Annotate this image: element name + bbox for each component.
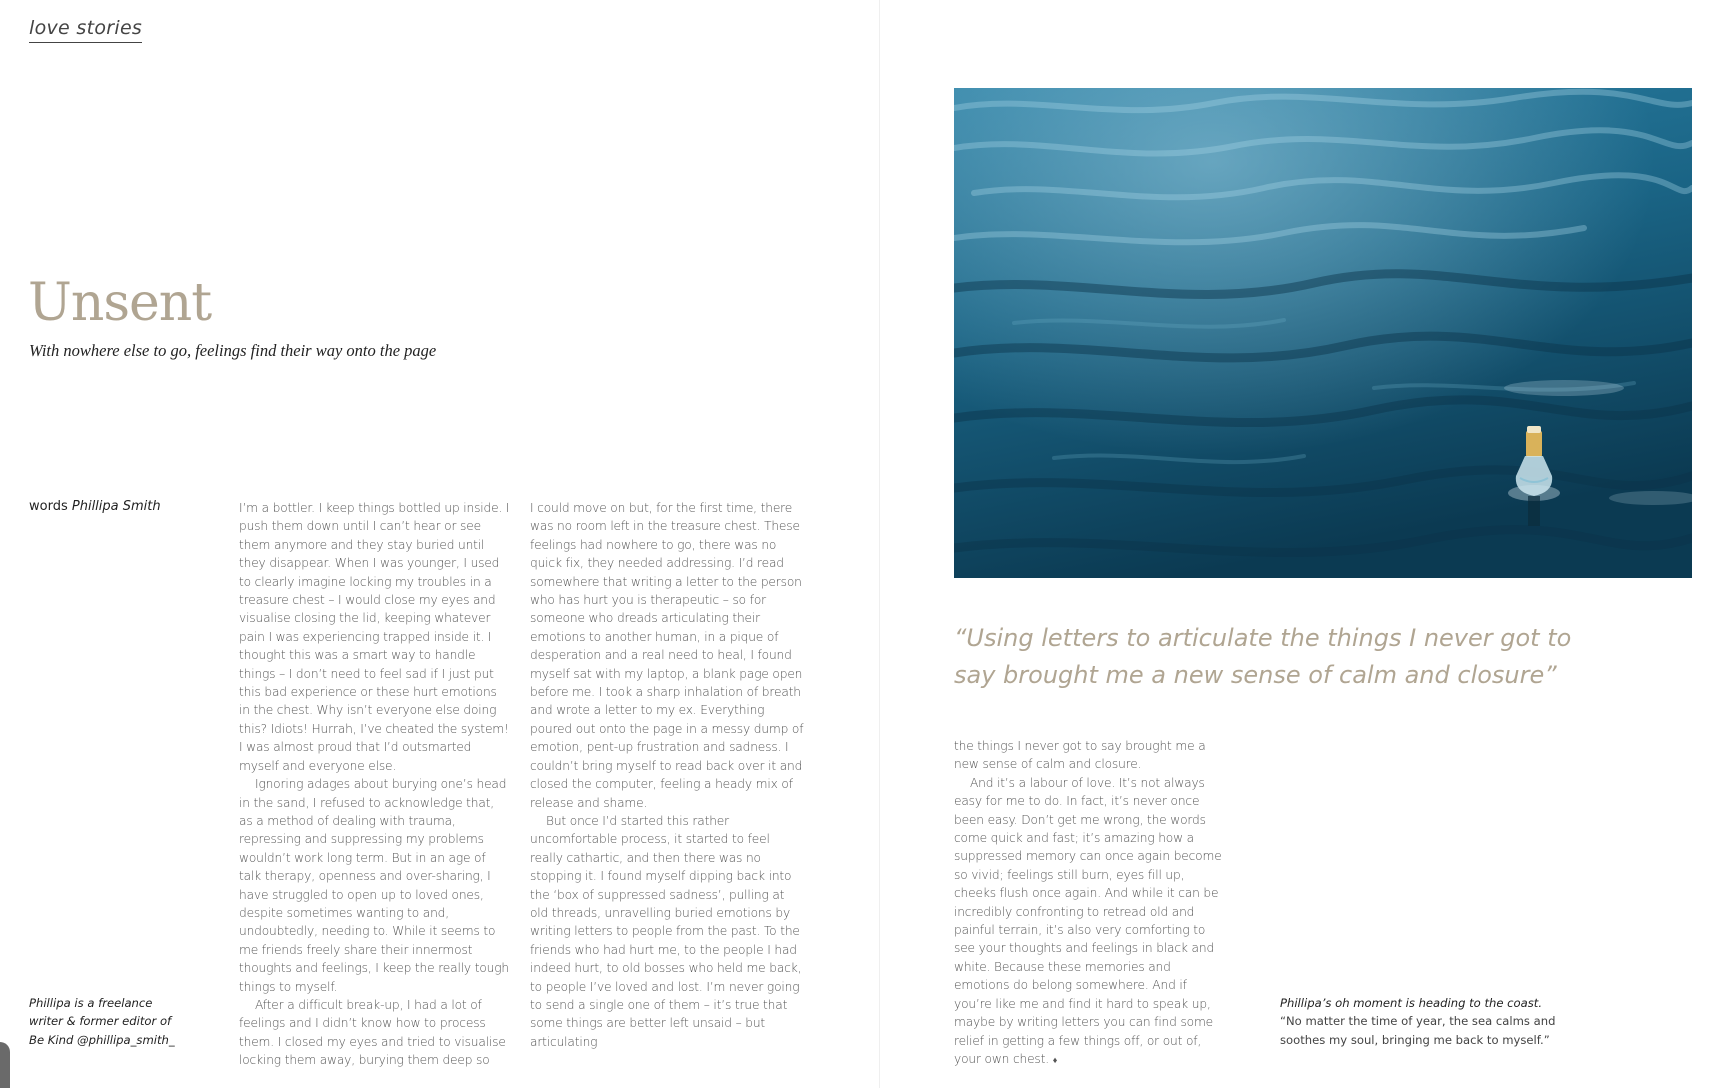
body-column-1 (239, 499, 511, 1070)
body-paragraph: But once I’d started this rather uncomfortable process, it started to feel really cathartic, and then there was no stopping it. I found myself dipping back into the ‘box of suppressed sadness’, pulling at old threads, unravelling buried emotions by writing letters to people from the past. To the friends who had hurt me, to the people I had indeed hurt, to old bosses who held me back, to people I’ve loved and lost. I’m never going to send a single one of them – it’s true that some things are better left unsaid – but articulating (530, 813, 802, 1049)
byline-author: Phillipa Smith (71, 499, 161, 514)
author-bio: Phillipa is a freelance writer & former editor of Be Kind @phillipa_smith_ (29, 996, 175, 1047)
byline-prefix: words (29, 499, 68, 514)
body-column-2 (530, 499, 806, 1051)
body-paragraph: Ignoring adages about burying one’s head in the sand, I refused to acknowledge that, as a method of dealing with trauma, repressing and suppressing my problems wouldn’t work long term. But in an age of talk therapy, openness and over-sharing, I have struggled to open up to loved ones, despite sometimes wanting to and, undoubtedly, needing to. While it seems to me friends freely share their innermost thoughts and feelings, I keep the really tough things to myself. (239, 777, 509, 994)
article-title: Unsent (28, 273, 212, 333)
section-label: love stories (29, 17, 142, 43)
body-paragraph: I could move on but, for the first time, there was no room left in the treasure chest. These feelings had nowhere to go, there was no quick fix, they needed addressing. I’d read somewhere that writing a letter to the person who has hurt you is therapeutic – so for someone who dreads articulating their emotions to another human, in a pique of desperation and a real need to heal, I found myself sat with my laptop, a blank page open before me. I took a sharp inhalation of breath and wrote a letter to my ex. Everything poured out onto the page in a messy dump of emotion, pent-up frustration and sadness. I couldn’t bring myself to read back over it and closed the computer, feeling a heady mix of release and shame. (530, 501, 804, 810)
caption-quote: “No matter the time of year, the sea calms and soothes my soul, bringing me back to myself.” (1280, 1014, 1556, 1047)
sea-bottle-photo (954, 88, 1692, 578)
body-paragraph: I’m a bottler. I keep things bottled up inside. I push them down until I can’t hear or see them anymore and they stay buried until they disappear. When I was younger, I used to clearly imagine locking my troubles in a treasure chest – I would close my eyes and visualise closing the lid, keeping whatever pain I was experiencing trapped inside it. I thought this was a smart way to handle things – I don’t need to feel sad if I just put this bad experience or these hurt emotions in the chest. Why isn’t everyone else doing this? Idiots! Hurrah, I’ve cheated the system! I was almost proud that I’d outsmarted myself and everyone else. (239, 501, 510, 773)
photo-caption (1280, 994, 1580, 1049)
body-paragraph (954, 774, 1228, 1071)
body-paragraph-text: And it’s a labour of love. It’s not always easy for me to do. In fact, it’s never once been easy. Don’t get me wrong, the words come quick and fast; it’s amazing how a suppressed memory can once again become so vivid; feelings still burn, eyes fill up, cheeks flush once again. And while it can be incredibly confronting to retread old and painful terrain, it’s also very comforting to see your thoughts and feelings in black and white. Because these memories and emotions do belong somewhere. And if you’re like me and find it hard to speak up, maybe by writing letters you can find some relief in getting a few things off, or out of, your own chest. (954, 775, 1222, 1066)
article-standfirst: With nowhere else to go, feelings find their way onto the page (29, 341, 437, 360)
page-edge-tab (0, 1042, 10, 1088)
sea-photo-illustration (954, 88, 1692, 578)
body-column-3 (954, 737, 1228, 1070)
caption-lead: Phillipa’s oh moment is heading to the coast. (1280, 996, 1543, 1010)
end-mark-icon: ♦ (1052, 1055, 1058, 1066)
body-paragraph: After a difficult break-up, I had a lot of feelings and I didn’t know how to process them. I closed my eyes and tried to visualise locking them away, burying them deep so (239, 997, 506, 1068)
byline (29, 499, 161, 514)
right-page (880, 0, 1736, 1088)
pull-quote: “Using letters to articulate the things I never got to say brought me a new sense of calm and closure” (954, 624, 1572, 689)
body-paragraph: the things I never got to say brought me a new sense of calm and closure. (954, 739, 1206, 772)
